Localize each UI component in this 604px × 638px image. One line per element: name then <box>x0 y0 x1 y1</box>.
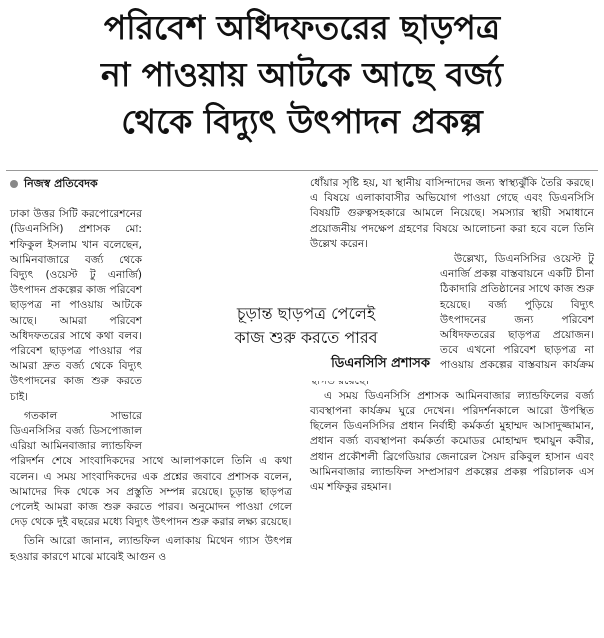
right-paragraph-2: উল্লেখ্য, ডিএনসিসির ওয়েস্ট টু এনার্জি প্রকল্প বাস্তবায়নে একটি চীনা ঠিকাদারি প্রতিষ্ঠানের সাথে কাজ শুরু হয়েছে। বর্জ্য পুড়িয়ে বিদ্যুৎ উৎপাদনের জন্য পরিবেশ অধিদফতরের ছাড়পত্র প্রয়োজন। তবে এখনো পরিবেশ ছাড়পত্র না পাওয়ায় প্রকল্পের বাস্তবায়ন কার্যক্রম <box>440 253 594 372</box>
byline-text: নিজস্ব প্রতিবেদক <box>24 177 98 190</box>
headline <box>8 4 596 145</box>
pullquote-line-1: চূড়ান্ত ছাড়পত্র পেলেই <box>236 304 376 323</box>
headline-line-3: থেকে বিদ্যুৎ উৎপাদন প্রকল্প <box>121 102 483 141</box>
pullquote <box>176 298 436 381</box>
left-paragraph-3: তিনি আরো জানান, ল্যান্ডফিল এলাকায় মিথেন গ্যাস উৎপন্ন হওয়ার কারণে মাঝে মাঝেই আগুন ও <box>10 535 292 563</box>
headline-line-1: পরিবেশ অধিদফতরের ছাড়পত্র <box>103 8 501 47</box>
headline-divider <box>6 170 598 171</box>
pullquote-source: ডিএনসিসি প্রশাসক <box>331 356 430 371</box>
left-paragraph-1: ঢাকা উত্তর সিটি করপোরেশনের (ডিএনসিসি) প্রশাসক মো: শফিকুল ইসলাম খান বলেছেন, আমিনবাজারে বর্জ্য থেকে বিদ্যুৎ (ওয়েস্ট টু এনার্জি) উৎপাদন প্রকল্পের কাজ পরিবেশ ছাড়পত্র না পাওয়ায় আটকে আছে। আমরা পরিবেশ অধিদফতরের সাথে কথা বলব। পরিবেশ ছাড়পত্র পাওয়ার পর আমরা দ্রুত বর্জ্য থেকে বিদ্যুৎ উৎপাদনের কাজ শুরু করতে চাই। <box>10 208 142 403</box>
pullquote-line-2: কাজ শুরু করতে পারব <box>234 328 378 347</box>
left-paragraph-2: গতকাল সাভারে ডিএনসিসির বর্জ্য ডিসপোজাল এরিয়া আমিনবাজার ল্যান্ডফিল পরিদর্শন শেষে সাংবাদিকদের সাথে আলাপকালে তিনি এ কথা বলেন। এ সময় সাংবাদিকদের এক প্রশ্নের জবাবে প্রশাসক বলেন, আমাদের দিক থেকে সব প্রস্তুতি সম্পন্ন রয়েছে। চূড়ান্ত ছাড়পত্র পেলেই আমরা কাজ শুরু করতে পারব। অনুমোদন পাওয়া গেলে দেড় থেকে দুই বছরের মধ্যে বিদ্যুৎ উৎপাদন শুরু করার লক্ষ্য রয়েছে। <box>10 409 292 529</box>
bullet-icon <box>10 180 18 188</box>
byline <box>10 176 292 191</box>
right-paragraph-1: ধোঁয়ার সৃষ্টি হয়, যা স্থানীয় বাসিন্দাদের জন্য স্বাস্থ্যঝুঁকি তৈরি করছে। এ বিষয়ে এলাকাবাসীর অভিযোগ পাওয়া গেছে এবং ডিএনসিসি বিষয়টি গুরুত্বসহকারে আমলে নিয়েছে। সমস্যার স্থায়ী সমাধানে প্রয়োজনীয় পদক্ষেপ গ্রহণের বিষয়ে আলোচনা করা হবে বলে তিনি উল্লেখ করেন। <box>310 177 594 250</box>
right-paragraph-3: এ সময় ডিএনসিসি প্রশাসক আমিনবাজার ল্যান্ডফিলের বর্জ্য ব্যবস্থাপনা কার্যক্রম ঘুরে দেখেন। পরিদর্শনকালে আরো উপস্থিত ছিলেন ডিএনসিসির প্রধান নির্বাহী কর্মকর্তা মুহাম্মদ আসাদুজ্জামান, প্রধান বর্জ্য ব্যবস্থাপনা কর্মকর্তা কমোডর মোহাম্মদ হুমায়ুন কবীর, প্রধান প্রকৌশলী ব্রিগেডিয়ার জেনারেল সৈয়দ রকিবুল হাসান এবং আমিনবাজার ল্যান্ডফিল সম্প্রসারণ প্রকল্পের প্রকল্প পরিচালক এস এম শফিকুর রহমান। <box>310 389 594 494</box>
headline-line-2: না পাওয়ায় আটকে আছে বর্জ্য <box>101 55 503 94</box>
